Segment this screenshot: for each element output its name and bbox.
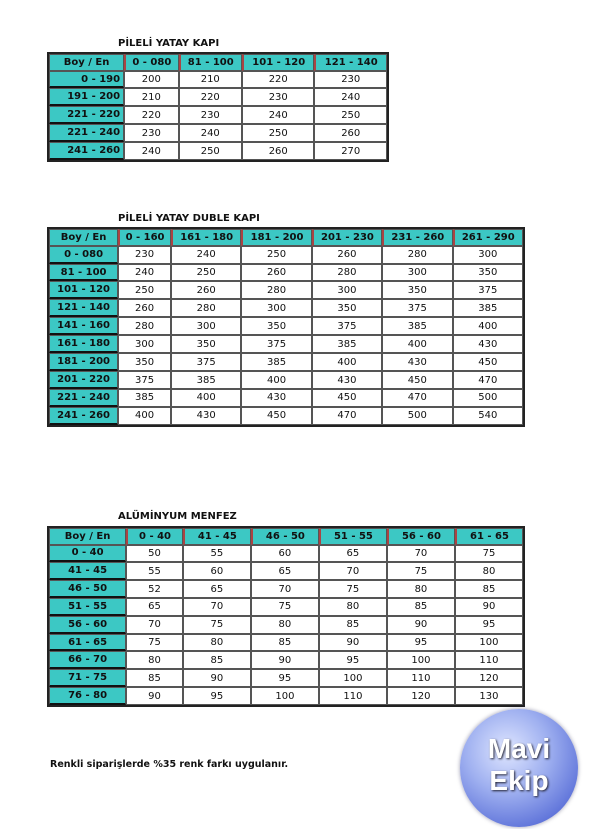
column-header: 201 - 230	[312, 229, 382, 246]
price-cell: 430	[453, 335, 523, 353]
table-row	[49, 335, 523, 353]
price-cell: 350	[118, 353, 171, 371]
table-row	[49, 299, 523, 317]
price-cell: 65	[126, 598, 183, 616]
table-row	[49, 71, 387, 89]
price-cell: 240	[314, 88, 387, 106]
price-cell: 95	[251, 669, 319, 687]
row-header: 141 - 160	[49, 317, 118, 335]
price-cell: 85	[455, 580, 523, 598]
price-cell: 260	[241, 264, 311, 282]
logo-text-line1: Mavi	[487, 733, 551, 764]
header-row	[49, 528, 523, 545]
price-cell: 210	[124, 88, 178, 106]
price-cell: 385	[241, 353, 311, 371]
color-surcharge-note: Renkli siparişlerde %35 renk farkı uygulanır.	[50, 759, 289, 770]
price-cell: 430	[171, 407, 241, 425]
row-header: 221 - 220	[49, 106, 124, 124]
price-cell: 240	[179, 124, 242, 142]
price-table-pileli-yatay-kapi	[47, 52, 389, 162]
price-cell: 90	[387, 616, 455, 634]
column-header: 261 - 290	[453, 229, 523, 246]
price-cell: 110	[387, 669, 455, 687]
row-header: 0 - 190	[49, 71, 124, 89]
price-cell: 85	[319, 616, 387, 634]
table-title-pileli-yatay-kapi: PİLELİ YATAY KAPI	[118, 38, 220, 49]
price-cell: 80	[251, 616, 319, 634]
price-cell: 350	[382, 281, 452, 299]
table-row	[49, 562, 523, 580]
price-cell: 240	[242, 106, 315, 124]
table-row	[49, 281, 523, 299]
price-cell: 85	[183, 651, 251, 669]
price-cell: 385	[382, 317, 452, 335]
price-cell: 200	[124, 71, 178, 89]
price-cell: 75	[455, 545, 523, 563]
column-header: 81 - 100	[179, 54, 242, 71]
price-cell: 52	[126, 580, 183, 598]
price-cell: 65	[251, 562, 319, 580]
price-cell: 260	[314, 124, 387, 142]
price-cell: 95	[319, 651, 387, 669]
table-row	[49, 687, 523, 705]
price-cell: 250	[179, 142, 242, 160]
column-header: 101 - 120	[242, 54, 315, 71]
price-cell: 280	[312, 264, 382, 282]
corner-header: Boy / En	[49, 528, 126, 545]
price-cell: 430	[241, 389, 311, 407]
price-cell: 95	[455, 616, 523, 634]
price-cell: 230	[118, 246, 171, 264]
table-row	[49, 407, 523, 425]
row-header: 71 - 75	[49, 669, 126, 687]
price-cell: 350	[171, 335, 241, 353]
price-cell: 400	[118, 407, 171, 425]
table-row	[49, 317, 523, 335]
price-cell: 75	[387, 562, 455, 580]
column-header: 161 - 180	[171, 229, 241, 246]
price-cell: 270	[314, 142, 387, 160]
row-header: 41 - 45	[49, 562, 126, 580]
header-row	[49, 54, 387, 71]
price-cell: 250	[242, 124, 315, 142]
price-cell: 60	[251, 545, 319, 563]
price-cell: 400	[453, 317, 523, 335]
price-cell: 240	[124, 142, 178, 160]
header-row	[49, 229, 523, 246]
table-row	[49, 246, 523, 264]
price-cell: 80	[455, 562, 523, 580]
price-cell: 70	[387, 545, 455, 563]
column-header: 46 - 50	[251, 528, 319, 545]
price-cell: 230	[242, 88, 315, 106]
price-cell: 120	[387, 687, 455, 705]
table-row	[49, 142, 387, 160]
price-cell: 55	[183, 545, 251, 563]
corner-header: Boy / En	[49, 54, 124, 71]
column-header: 56 - 60	[387, 528, 455, 545]
price-cell: 260	[118, 299, 171, 317]
price-cell: 70	[319, 562, 387, 580]
price-cell: 300	[241, 299, 311, 317]
price-cell: 260	[242, 142, 315, 160]
price-cell: 500	[382, 407, 452, 425]
price-cell: 300	[453, 246, 523, 264]
price-cell: 385	[171, 371, 241, 389]
price-cell: 70	[126, 616, 183, 634]
row-header: 161 - 180	[49, 335, 118, 353]
row-header: 76 - 80	[49, 687, 126, 705]
price-cell: 375	[118, 371, 171, 389]
price-cell: 375	[241, 335, 311, 353]
column-header: 0 - 40	[126, 528, 183, 545]
price-cell: 450	[382, 371, 452, 389]
row-header: 61 - 65	[49, 634, 126, 652]
row-header: 181 - 200	[49, 353, 118, 371]
price-cell: 280	[382, 246, 452, 264]
price-cell: 230	[179, 106, 242, 124]
table-row	[49, 669, 523, 687]
price-cell: 220	[124, 106, 178, 124]
row-header: 221 - 240	[49, 389, 118, 407]
column-header: 61 - 65	[455, 528, 523, 545]
table-row	[49, 598, 523, 616]
price-cell: 110	[319, 687, 387, 705]
table-row	[49, 389, 523, 407]
price-cell: 110	[455, 651, 523, 669]
row-header: 191 - 200	[49, 88, 124, 106]
column-header: 41 - 45	[183, 528, 251, 545]
column-header: 0 - 160	[118, 229, 171, 246]
table-row	[49, 545, 523, 563]
price-cell: 80	[183, 634, 251, 652]
price-cell: 60	[183, 562, 251, 580]
table-row	[49, 616, 523, 634]
column-header: 121 - 140	[314, 54, 387, 71]
row-header: 101 - 120	[49, 281, 118, 299]
price-cell: 210	[179, 71, 242, 89]
table-row	[49, 124, 387, 142]
table-row	[49, 88, 387, 106]
price-cell: 80	[126, 651, 183, 669]
price-cell: 85	[387, 598, 455, 616]
price-cell: 250	[241, 246, 311, 264]
price-cell: 100	[455, 634, 523, 652]
price-cell: 450	[312, 389, 382, 407]
price-cell: 385	[453, 299, 523, 317]
price-table-aluminyum-menfez	[47, 526, 525, 707]
table-row	[49, 353, 523, 371]
price-cell: 85	[251, 634, 319, 652]
price-cell: 375	[382, 299, 452, 317]
price-cell: 75	[183, 616, 251, 634]
row-header: 81 - 100	[49, 264, 118, 282]
column-header: 181 - 200	[241, 229, 311, 246]
price-cell: 350	[241, 317, 311, 335]
column-header: 231 - 260	[382, 229, 452, 246]
price-cell: 230	[314, 71, 387, 89]
price-cell: 400	[241, 371, 311, 389]
price-cell: 280	[241, 281, 311, 299]
price-cell: 75	[126, 634, 183, 652]
price-cell: 375	[312, 317, 382, 335]
table-row	[49, 371, 523, 389]
price-cell: 450	[453, 353, 523, 371]
row-header: 56 - 60	[49, 616, 126, 634]
price-cell: 90	[319, 634, 387, 652]
column-header: 0 - 080	[124, 54, 178, 71]
price-cell: 120	[455, 669, 523, 687]
table-row	[49, 106, 387, 124]
price-cell: 385	[312, 335, 382, 353]
price-cell: 385	[118, 389, 171, 407]
price-cell: 430	[382, 353, 452, 371]
row-header: 221 - 240	[49, 124, 124, 142]
price-cell: 450	[241, 407, 311, 425]
table-title-pileli-yatay-duble-kapi: PİLELİ YATAY DUBLE KAPI	[118, 213, 260, 224]
price-cell: 55	[126, 562, 183, 580]
price-cell: 470	[312, 407, 382, 425]
price-cell: 90	[183, 669, 251, 687]
row-header: 201 - 220	[49, 371, 118, 389]
price-cell: 50	[126, 545, 183, 563]
table-title-aluminyum-menfez: ALÜMİNYUM MENFEZ	[118, 511, 237, 522]
price-cell: 300	[118, 335, 171, 353]
price-cell: 230	[124, 124, 178, 142]
row-header: 51 - 55	[49, 598, 126, 616]
row-header: 46 - 50	[49, 580, 126, 598]
price-cell: 95	[387, 634, 455, 652]
price-cell: 75	[251, 598, 319, 616]
price-cell: 350	[453, 264, 523, 282]
price-cell: 85	[126, 669, 183, 687]
row-header: 66 - 70	[49, 651, 126, 669]
price-cell: 90	[251, 651, 319, 669]
price-table-pileli-yatay-duble-kapi	[47, 227, 525, 427]
price-cell: 300	[312, 281, 382, 299]
price-cell: 300	[171, 317, 241, 335]
row-header: 0 - 40	[49, 545, 126, 563]
price-cell: 95	[183, 687, 251, 705]
price-cell: 70	[183, 598, 251, 616]
table-row	[49, 264, 523, 282]
price-cell: 250	[314, 106, 387, 124]
row-header: 121 - 140	[49, 299, 118, 317]
price-cell: 220	[242, 71, 315, 89]
price-cell: 70	[251, 580, 319, 598]
price-cell: 100	[319, 669, 387, 687]
price-cell: 90	[455, 598, 523, 616]
price-cell: 65	[183, 580, 251, 598]
price-cell: 350	[312, 299, 382, 317]
price-cell: 400	[312, 353, 382, 371]
column-header: 51 - 55	[319, 528, 387, 545]
row-header: 241 - 260	[49, 142, 124, 160]
table-row	[49, 634, 523, 652]
price-cell: 375	[171, 353, 241, 371]
price-cell: 470	[382, 389, 452, 407]
table-row	[49, 651, 523, 669]
mavi-ekip-logo	[460, 709, 578, 827]
table-row	[49, 580, 523, 598]
corner-header: Boy / En	[49, 229, 118, 246]
price-cell: 470	[453, 371, 523, 389]
price-cell: 540	[453, 407, 523, 425]
price-cell: 100	[387, 651, 455, 669]
price-cell: 280	[118, 317, 171, 335]
price-cell: 400	[382, 335, 452, 353]
row-header: 241 - 260	[49, 407, 118, 425]
price-cell: 65	[319, 545, 387, 563]
price-cell: 280	[171, 299, 241, 317]
row-header: 0 - 080	[49, 246, 118, 264]
price-cell: 250	[171, 264, 241, 282]
price-cell: 430	[312, 371, 382, 389]
price-cell: 400	[171, 389, 241, 407]
price-cell: 90	[126, 687, 183, 705]
price-cell: 260	[171, 281, 241, 299]
price-cell: 260	[312, 246, 382, 264]
price-cell: 100	[251, 687, 319, 705]
price-cell: 240	[171, 246, 241, 264]
price-cell: 375	[453, 281, 523, 299]
logo-text-line2: Ekip	[489, 765, 549, 796]
price-cell: 130	[455, 687, 523, 705]
price-cell: 75	[319, 580, 387, 598]
price-cell: 80	[387, 580, 455, 598]
price-cell: 240	[118, 264, 171, 282]
price-cell: 220	[179, 88, 242, 106]
price-cell: 80	[319, 598, 387, 616]
price-cell: 300	[382, 264, 452, 282]
price-cell: 250	[118, 281, 171, 299]
price-cell: 500	[453, 389, 523, 407]
